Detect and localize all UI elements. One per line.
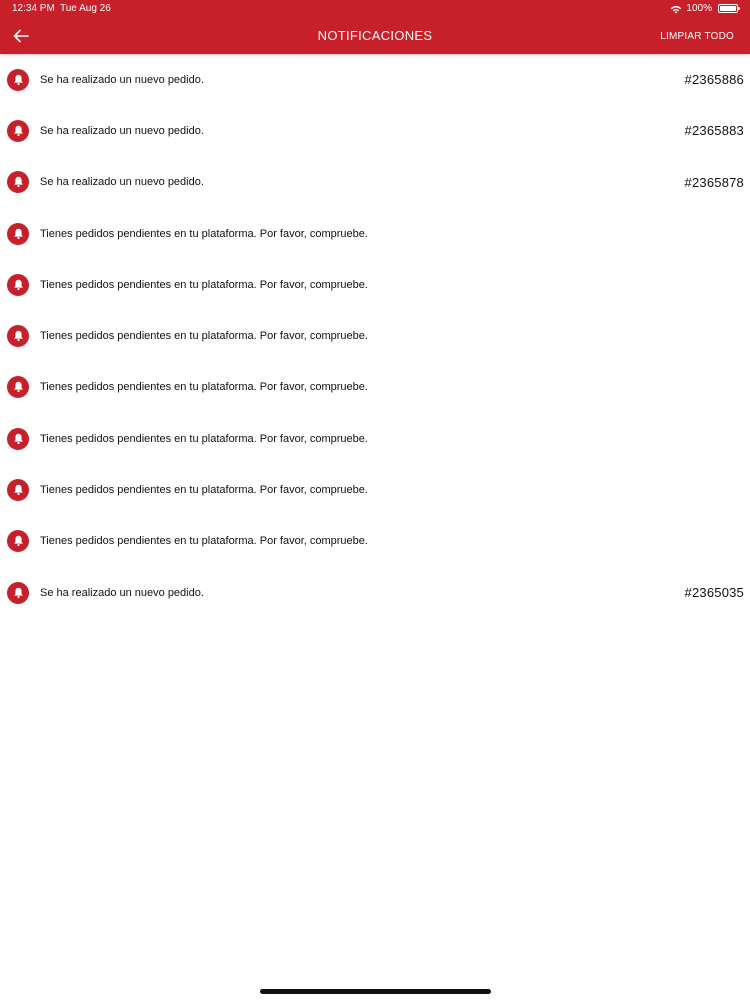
order-number: #2365886 <box>684 72 744 88</box>
notification-item[interactable] <box>0 413 750 464</box>
notification-item[interactable] <box>0 464 750 515</box>
bell-icon <box>7 325 29 347</box>
bell-icon <box>7 120 29 142</box>
home-indicator <box>260 989 491 994</box>
clear-all-button[interactable]: LIMPIAR TODO <box>660 31 734 42</box>
bell-icon <box>7 376 29 398</box>
bell-icon <box>7 428 29 450</box>
notification-item[interactable] <box>0 105 750 156</box>
notification-message: Se ha realizado un nuevo pedido. <box>40 176 204 189</box>
wifi-icon <box>670 4 682 14</box>
bell-icon <box>7 274 29 296</box>
status-date: Tue Aug 26 <box>60 3 111 14</box>
battery-icon <box>718 4 738 13</box>
notification-item[interactable] <box>0 208 750 259</box>
order-number: #2365878 <box>684 174 744 190</box>
notification-message: Tienes pedidos pendientes en tu plataforma. Por favor, compruebe. <box>40 227 368 240</box>
notification-message: Tienes pedidos pendientes en tu plataforma. Por favor, compruebe. <box>40 381 368 394</box>
app-header <box>0 0 750 54</box>
notification-item[interactable] <box>0 516 750 567</box>
status-time: 12:34 PM <box>12 3 55 14</box>
bell-icon <box>7 530 29 552</box>
order-number: #2365883 <box>684 123 744 139</box>
notification-message: Tienes pedidos pendientes en tu plataforma. Por favor, compruebe. <box>40 432 368 445</box>
notification-message: Se ha realizado un nuevo pedido. <box>40 73 204 86</box>
notification-message: Tienes pedidos pendientes en tu plataforma. Por favor, compruebe. <box>40 278 368 291</box>
bell-icon <box>7 582 29 604</box>
notification-item[interactable] <box>0 362 750 413</box>
notification-message: Tienes pedidos pendientes en tu plataforma. Por favor, compruebe. <box>40 330 368 343</box>
notification-item[interactable] <box>0 310 750 361</box>
notification-list <box>0 54 750 618</box>
battery-percent: 100% <box>686 3 712 14</box>
bell-icon <box>7 223 29 245</box>
notification-message: Se ha realizado un nuevo pedido. <box>40 586 204 599</box>
notification-item[interactable] <box>0 259 750 310</box>
order-number: #2365035 <box>684 585 744 601</box>
notification-message: Tienes pedidos pendientes en tu plataforma. Por favor, compruebe. <box>40 484 368 497</box>
status-bar <box>0 0 750 18</box>
notification-message: Tienes pedidos pendientes en tu plataforma. Por favor, compruebe. <box>40 535 368 548</box>
status-right <box>670 3 738 14</box>
notification-message: Se ha realizado un nuevo pedido. <box>40 124 204 137</box>
bell-icon <box>7 171 29 193</box>
bell-icon <box>7 479 29 501</box>
notification-item[interactable] <box>0 54 750 105</box>
page-title: NOTIFICACIONES <box>317 28 433 43</box>
notification-item[interactable] <box>0 157 750 208</box>
notification-item[interactable] <box>0 567 750 618</box>
bell-icon <box>7 69 29 91</box>
